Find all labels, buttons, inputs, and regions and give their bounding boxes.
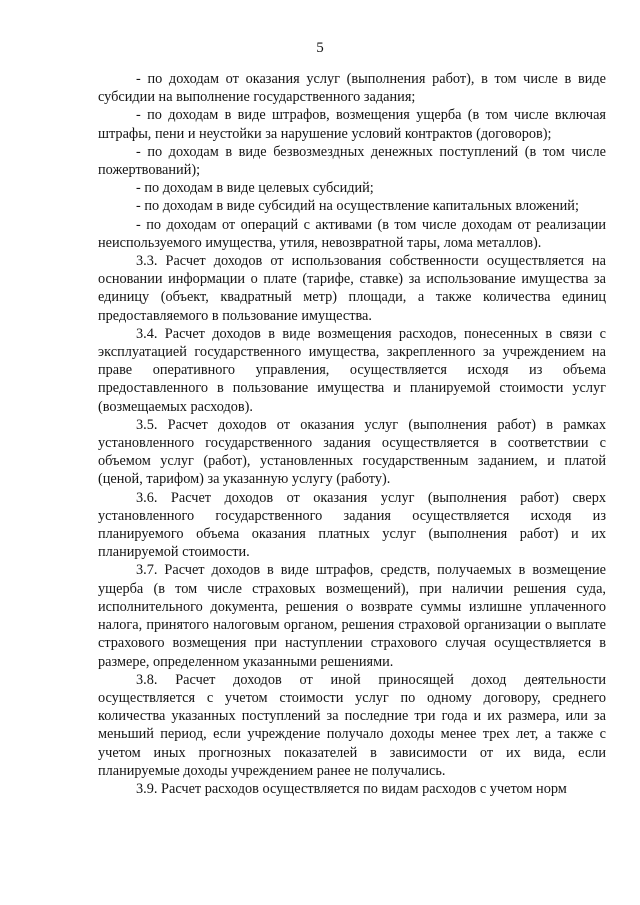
list-item-fines-income: - по доходам в виде штрафов, возмещения ущерба (в том числе включая штрафы, пени и неустойки за нарушение условий контрактов (договоров); <box>98 107 606 142</box>
paragraph-3-5: 3.5. Расчет доходов от оказания услуг (выполнения работ) в рамках установленного государственного задания осуществляется в соответствии с объемом услуг (работ), установленных государственным заданием, и платой (ценой, тарифом) за указанную услугу (работу). <box>98 416 606 488</box>
paragraph-3-6: 3.6. Расчет доходов от оказания услуг (выполнения работ) сверх установленного государственного задания осуществляется исходя из планируемого объема оказания платных услуг (выполнения работ) и их планируемой стоимости. <box>98 489 606 561</box>
list-item-asset-operations-income: - по доходам от операций с активами (в том числе доходам от реализации неиспользуемого имущества, утиля, невозвратной тары, лома металлов). <box>98 216 606 251</box>
list-item-capital-subsidies-income: - по доходам в виде субсидий на осуществление капитальных вложений; <box>136 198 579 215</box>
paragraph-3-8: 3.8. Расчет доходов от иной приносящей доход деятельности осуществляется с учетом стоимости услуг по одному договору, среднего количества указанных поступлений за последние три года и их размера, или за меньший период, если учреждение получало доходы менее трех лет, а также с учетом иных прогнозных показателей в зависимости от их вида, если планируемые доходы учреждением ранее не получались. <box>98 671 606 779</box>
list-item-services-income: - по доходам от оказания услуг (выполнения работ), в том числе в виде субсидии на выполнение государственного задания; <box>98 71 606 106</box>
paragraph-3-7: 3.7. Расчет доходов в виде штрафов, средств, получаемых в возмещение ущерба (в том числе страховых возмещений), при наличии решения суда, исполнительного документа, решения о возврате суммы излишне уплаченного налога, принятого налоговым органом, решения страховой организации о выплате страхового возмещения при наступлении страхового случая осуществляется в размере, определенном указанными решениями. <box>98 562 606 670</box>
paragraph-3-3: 3.3. Расчет доходов от использования собственности осуществляется на основании информации о плате (тарифе, ставке) за использование имущества за единицу (объект, квадратный метр) площади, а также количества единиц предоставляемого в пользование имущества. <box>98 253 606 324</box>
list-item-target-subsidies-income: - по доходам в виде целевых субсидий; <box>136 180 374 197</box>
paragraph-3-4: 3.4. Расчет доходов в виде возмещения расходов, понесенных в связи с эксплуатацией государственного имущества, закрепленного за учреждением на праве оперативного управления, осуществляется исходя из объема предоставленного в пользование имущества и планируемой стоимости услуг (возмещаемых расходов). <box>98 325 606 415</box>
page-number: 5 <box>316 40 324 56</box>
document-body <box>98 70 606 798</box>
list-item-donations-income: - по доходам в виде безвозмездных денежных поступлений (в том числе пожертвований); <box>98 143 606 179</box>
paragraph-3-9: 3.9. Расчет расходов осуществляется по видам расходов с учетом норм <box>136 780 567 797</box>
